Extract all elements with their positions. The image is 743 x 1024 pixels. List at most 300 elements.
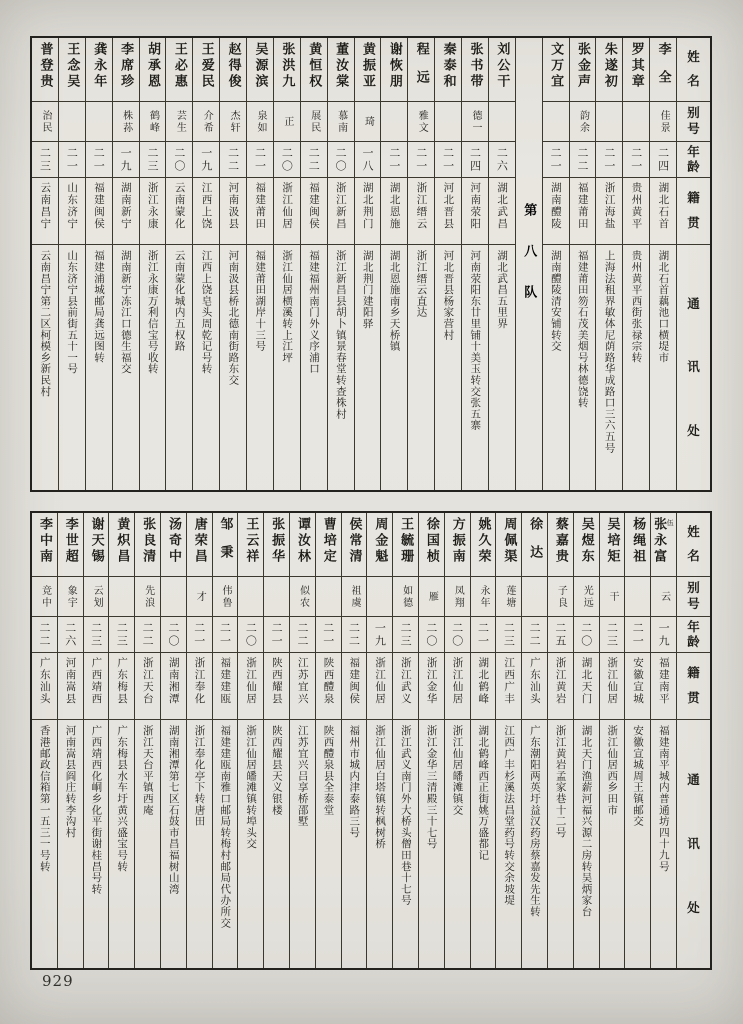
entry-native-place: 浙江仙居 — [281, 182, 294, 230]
entry-column — [595, 38, 622, 490]
entry-address-cell — [213, 720, 238, 968]
entry-native-place-cell — [548, 653, 573, 720]
entry-native-place-cell — [247, 178, 273, 245]
entry-alias-cell — [32, 102, 58, 142]
entry-age: 二三 — [399, 621, 413, 648]
entry-native-place-cell — [623, 178, 649, 245]
entry-name: 汤奇中 — [165, 517, 181, 565]
entry-address: 福州市城内津泰路三号 — [348, 725, 361, 838]
entry-native-place: 湖南湘潭 — [167, 657, 180, 705]
entry-native-place-cell — [496, 653, 521, 720]
entry-name-cell — [140, 38, 166, 102]
entry-native-place: 浙江金华 — [425, 657, 438, 705]
entry-age-cell — [290, 617, 315, 653]
entry-alias-cell — [135, 577, 160, 617]
entry-column — [624, 513, 650, 968]
entry-name-cell — [32, 513, 57, 577]
entry-name: 程远 — [413, 42, 429, 98]
entry-alias-cell — [625, 577, 650, 617]
entry-address: 湖南醴陵清安铺转交 — [549, 250, 562, 352]
entry-age-cell — [238, 617, 263, 653]
entry-column — [186, 513, 212, 968]
entry-name: 蔡嘉贵 — [552, 517, 568, 565]
entry-native-place: 福建建瓯 — [219, 657, 232, 705]
header-alias-label: 别 号 — [677, 577, 710, 617]
entry-column — [547, 513, 573, 968]
entry-native-place: 湖南新宁 — [119, 182, 132, 230]
entry-address-cell — [570, 245, 596, 490]
header-native-place-label: 籍 贯 — [677, 653, 710, 720]
entry-native-place: 湖北天门 — [580, 657, 593, 705]
entry-native-place: 安徽宣城 — [632, 657, 645, 705]
entry-alias: 雅文 — [416, 109, 428, 134]
entry-native-place-cell — [574, 653, 599, 720]
entry-name: 王念吴 — [64, 42, 80, 90]
entry-age-cell — [109, 617, 134, 653]
entry-age: 二一 — [602, 146, 616, 173]
entry-address-cell — [496, 720, 521, 968]
entry-alias-cell — [574, 577, 599, 617]
entry-name-cell — [625, 513, 650, 577]
entry-name: 李中南 — [36, 517, 52, 565]
entry-age-cell — [166, 142, 192, 178]
entry-native-place: 福建闽侯 — [307, 182, 320, 230]
entry-age-cell — [58, 617, 83, 653]
entry-age: 二二 — [226, 146, 240, 173]
entry-age: 二一 — [476, 621, 490, 648]
entry-column — [495, 513, 521, 968]
entry-name: 黄炽昌 — [114, 517, 130, 565]
entry-column — [521, 513, 547, 968]
header-address-label: 通 讯 处 — [687, 295, 700, 438]
entry-alias-cell — [600, 577, 625, 617]
entry-native-place: 江西广丰 — [503, 657, 516, 705]
entry-address-cell — [543, 245, 569, 490]
entry-address: 安徽宣城周王镇邮交 — [632, 725, 645, 827]
entry-age-cell — [140, 142, 166, 178]
entry-age: 一九 — [373, 621, 387, 648]
entry-alias-cell — [109, 577, 134, 617]
entry-name-cell — [393, 513, 418, 577]
entry-address: 陕西耀县天义银楼 — [270, 725, 283, 816]
entry-name-cell — [86, 38, 112, 102]
entry-name-cell — [419, 513, 444, 577]
entry-alias-cell — [161, 577, 186, 617]
entry-address-cell — [625, 720, 650, 968]
entry-age-cell — [522, 617, 547, 653]
entry-native-place: 湖南醴陵 — [549, 182, 562, 230]
entry-age-cell — [316, 617, 341, 653]
entry-alias: 云 — [658, 590, 670, 603]
entry-alias-cell — [393, 577, 418, 617]
entry-native-place: 湖北鹤峰 — [477, 657, 490, 705]
entry-alias-cell — [489, 102, 515, 142]
entry-address-cell — [290, 720, 315, 968]
entry-age: 一九 — [199, 146, 213, 173]
entry-name: 吴培矩 — [604, 517, 620, 565]
entry-alias-cell — [496, 577, 521, 617]
entry-alias-cell — [113, 102, 139, 142]
entry-name-cell — [462, 38, 488, 102]
entry-alias-cell — [596, 102, 622, 142]
entry-age: 二〇 — [244, 621, 258, 648]
entry-address-cell — [522, 720, 547, 968]
entry-name: 张洪九 — [279, 42, 295, 90]
entry-address-cell — [462, 245, 488, 490]
entry-column — [165, 38, 192, 490]
entry-age: 二二 — [347, 621, 361, 648]
entry-name-cell — [220, 38, 246, 102]
entry-address: 湖北天门渔薪河福兴源二房转吴炳家台 — [580, 725, 593, 918]
entry-name-cell — [238, 513, 263, 577]
entry-age: 二一 — [321, 621, 335, 648]
entry-age-cell — [213, 617, 238, 653]
entry-alias-cell — [58, 577, 83, 617]
entry-address: 香港邮政信箱第一五三一号转 — [38, 725, 51, 872]
entry-native-place-cell — [301, 178, 327, 245]
entry-native-place-cell — [462, 178, 488, 245]
entry-name: 张永富 — [651, 517, 667, 565]
entry-address: 福建建瓯南雅口邮局转梅村邮局代办所交 — [219, 725, 232, 929]
entry-native-place-cell — [166, 178, 192, 245]
entry-column — [32, 513, 57, 968]
entry-name: 罗其章 — [628, 42, 644, 90]
entry-address: 河南嵩县阎庄转李沟村 — [64, 725, 77, 838]
entry-age-cell — [625, 617, 650, 653]
squad-label: 第八队 — [521, 202, 537, 326]
entry-native-place: 广东汕头 — [528, 657, 541, 705]
entry-name: 王必惠 — [171, 42, 187, 90]
entry-address-cell — [140, 245, 166, 490]
entry-name: 唐荣昌 — [191, 517, 207, 565]
entry-native-place: 福建莆田 — [576, 182, 589, 230]
entry-age-cell — [651, 617, 676, 653]
entry-native-place: 河南汲县 — [227, 182, 240, 230]
entry-alias-cell — [471, 577, 496, 617]
entry-age: 二二 — [141, 621, 155, 648]
entry-age: 二六 — [495, 146, 509, 173]
entry-name: 王云祥 — [243, 517, 259, 565]
entry-alias: 杰轩 — [228, 109, 240, 134]
entry-native-place: 湖北石首 — [657, 182, 670, 230]
entry-age: 一九 — [657, 621, 671, 648]
entry-address-cell — [247, 245, 273, 490]
entry-alias-cell — [187, 577, 212, 617]
entry-native-place-cell — [408, 178, 434, 245]
entry-name: 秦泰和 — [440, 42, 456, 90]
entry-native-place: 浙江仙居 — [245, 657, 258, 705]
entry-age: 二四 — [656, 146, 670, 173]
entry-alias-cell — [32, 577, 57, 617]
entry-native-place: 福建莆田 — [254, 182, 267, 230]
entry-age-cell — [574, 617, 599, 653]
entry-column — [139, 38, 166, 490]
entry-native-place: 湖北荆门 — [361, 182, 374, 230]
entry-native-place: 广东汕头 — [38, 657, 51, 705]
entry-name: 王爱民 — [198, 42, 214, 90]
entry-native-place-cell — [264, 653, 289, 720]
entry-native-place-cell — [489, 178, 515, 245]
entry-age: 二〇 — [450, 621, 464, 648]
entry-address: 广西靖西化峒乡化平街谢桂昌号转 — [90, 725, 103, 895]
entry-address: 湖南新宁冻江口德生福交 — [119, 250, 132, 375]
squad-separator-column — [515, 38, 542, 490]
entry-address-cell — [32, 720, 57, 968]
entry-name-cell — [408, 38, 434, 102]
entry-column — [108, 513, 134, 968]
entry-address: 浙江奉化亭下转唐田 — [193, 725, 206, 827]
entry-alias-cell — [445, 577, 470, 617]
entry-address: 浙江仙居横溪转上江坪 — [281, 250, 294, 363]
entry-address: 福建浦城邮局龚远图转 — [92, 250, 105, 363]
entry-alias-cell — [381, 102, 407, 142]
entry-age: 二二 — [528, 621, 542, 648]
entry-age-cell — [32, 617, 57, 653]
entry-name: 姚久荣 — [475, 517, 491, 565]
entry-name: 张振华 — [269, 517, 285, 565]
entry-column — [58, 38, 85, 490]
entry-address-cell — [59, 245, 85, 490]
header-address-label: 通 讯 处 — [687, 771, 700, 915]
entry-native-place-cell — [84, 653, 109, 720]
entry-age: 二〇 — [334, 146, 348, 173]
entry-name: 董汝棠 — [333, 42, 349, 90]
entry-address: 福建莆田笏石茂美烟号林德饶转 — [576, 250, 589, 409]
entry-address: 贵州黄平西街张禄宗转 — [630, 250, 643, 363]
entry-native-place-cell — [238, 653, 263, 720]
entry-address: 浙江金华三清殿三十七号 — [425, 725, 438, 850]
register-table-top — [30, 36, 712, 492]
entry-address: 江西上饶皂头周乾记号转 — [200, 250, 213, 375]
entry-alias-cell — [316, 577, 341, 617]
entry-age: 二〇 — [424, 621, 438, 648]
entry-address-cell — [489, 245, 515, 490]
entry-alias-cell — [328, 102, 354, 142]
entry-name: 张金声 — [574, 42, 590, 90]
entry-name-cell — [135, 513, 160, 577]
entry-age-cell — [247, 142, 273, 178]
entry-column — [219, 38, 246, 490]
entry-column — [569, 38, 596, 490]
entry-age: 二一 — [387, 146, 401, 173]
entry-native-place: 陕西耀县 — [270, 657, 283, 705]
entry-age: 二〇 — [166, 621, 180, 648]
entry-address: 福建福州南门外义序浦口 — [307, 250, 320, 375]
entry-age: 二二 — [37, 621, 51, 648]
entry-alias-cell — [274, 102, 300, 142]
entry-age-cell — [471, 617, 496, 653]
entry-age-cell — [193, 142, 219, 178]
entry-native-place-cell — [596, 178, 622, 245]
entry-name-cell — [574, 513, 599, 577]
entry-address: 云南蒙化城内五权路 — [173, 250, 186, 352]
entry-name-cell — [32, 38, 58, 102]
entry-name-cell — [247, 38, 273, 102]
entry-name: 李世超 — [62, 517, 78, 565]
entry-address-cell — [596, 245, 622, 490]
entry-name: 赵得俊 — [225, 42, 241, 90]
entry-age: 二一 — [92, 146, 106, 173]
entry-address-cell — [574, 720, 599, 968]
entry-age: 二〇 — [579, 621, 593, 648]
entry-column — [160, 513, 186, 968]
entry-native-place: 浙江仙居 — [451, 657, 464, 705]
entry-native-place: 陕西醴泉 — [322, 657, 335, 705]
entry-age-cell — [161, 617, 186, 653]
entry-age-cell — [274, 142, 300, 178]
entry-alias-cell — [264, 577, 289, 617]
entry-age-cell — [489, 142, 515, 178]
entry-column — [341, 513, 367, 968]
entry-age: 二二 — [575, 146, 589, 173]
entry-alias: 韵余 — [577, 109, 589, 134]
entry-age: 二三 — [115, 621, 129, 648]
entry-name-note: 伍 — [666, 519, 675, 526]
entry-name-cell — [548, 513, 573, 577]
entry-name-cell — [59, 38, 85, 102]
entry-name-cell — [570, 38, 596, 102]
entry-address-cell — [623, 245, 649, 490]
entry-age: 二三 — [145, 146, 159, 173]
entry-native-place-cell — [355, 178, 381, 245]
entry-age: 一八 — [360, 146, 374, 173]
entry-native-place: 贵州黄平 — [630, 182, 643, 230]
entry-age-cell — [623, 142, 649, 178]
entry-address: 河北晋县杨家营村 — [442, 250, 455, 341]
entry-native-place-cell — [342, 653, 367, 720]
entry-column — [300, 38, 327, 490]
entry-age: 二一 — [218, 621, 232, 648]
entry-column — [327, 38, 354, 490]
register-table-bottom — [30, 511, 712, 970]
entry-age: 二〇 — [280, 146, 294, 173]
entry-native-place: 江西上饶 — [200, 182, 213, 230]
entry-age: 二一 — [441, 146, 455, 173]
entry-address-cell — [264, 720, 289, 968]
entry-address-cell — [161, 720, 186, 968]
entry-column — [488, 38, 515, 490]
entry-address-cell — [471, 720, 496, 968]
entry-name-cell — [290, 513, 315, 577]
entry-name: 徐国桢 — [423, 517, 439, 565]
entry-name-cell — [166, 38, 192, 102]
entry-alias-cell — [342, 577, 367, 617]
entry-age: 二三 — [89, 621, 103, 648]
entry-name-cell — [113, 38, 139, 102]
entry-alias: 株荪 — [120, 109, 132, 134]
entry-name: 李席珍 — [118, 42, 134, 90]
entry-native-place-cell — [367, 653, 392, 720]
entry-name-cell — [328, 38, 354, 102]
entry-column — [650, 513, 676, 968]
entry-native-place: 河南荥阳 — [469, 182, 482, 230]
entry-age: 二一 — [270, 621, 284, 648]
entry-column — [444, 513, 470, 968]
entry-alias: 凤翔 — [452, 584, 464, 609]
entry-age-cell — [419, 617, 444, 653]
entry-column — [366, 513, 392, 968]
entry-column — [380, 38, 407, 490]
entry-address: 广东潮阳两英圩益汉药房蔡嘉发先生转 — [528, 725, 541, 918]
entry-native-place-cell — [58, 653, 83, 720]
entry-age-cell — [543, 142, 569, 178]
entry-name: 刘公干 — [494, 42, 510, 90]
entry-alias: 雁 — [426, 590, 438, 603]
entry-age: 二三 — [502, 621, 516, 648]
entry-name-cell — [187, 513, 212, 577]
entry-native-place-cell — [220, 178, 246, 245]
entry-alias-cell — [408, 102, 434, 142]
entry-alias: 云划 — [91, 584, 103, 609]
entry-address-cell — [193, 245, 219, 490]
entry-native-place: 浙江海盐 — [603, 182, 616, 230]
entry-name-cell — [355, 38, 381, 102]
entry-name-cell — [367, 513, 392, 577]
entry-address-cell — [393, 720, 418, 968]
entry-alias: 象宇 — [65, 584, 77, 609]
entry-name: 张书带 — [467, 42, 483, 90]
entry-native-place-cell — [187, 653, 212, 720]
entry-native-place-cell — [316, 653, 341, 720]
entry-address-cell — [187, 720, 212, 968]
entry-native-place-cell — [651, 653, 676, 720]
entry-column — [649, 38, 676, 490]
entry-name-cell — [301, 38, 327, 102]
entry-column — [246, 38, 273, 490]
entry-native-place: 浙江奉化 — [193, 657, 206, 705]
entry-age-cell — [355, 142, 381, 178]
entry-age-cell — [113, 142, 139, 178]
entry-alias-cell — [355, 102, 381, 142]
header-column — [676, 38, 710, 490]
entry-name: 李全 — [655, 42, 671, 98]
entry-native-place-cell — [445, 653, 470, 720]
entry-age-cell — [187, 617, 212, 653]
entry-alias: 光远 — [581, 584, 593, 609]
entry-alias-cell — [419, 577, 444, 617]
entry-name: 普登贵 — [37, 42, 53, 90]
entry-name-cell — [58, 513, 83, 577]
entry-native-place-cell — [32, 178, 58, 245]
entry-name-cell — [471, 513, 496, 577]
entry-alias-cell — [367, 577, 392, 617]
entry-alias-cell — [290, 577, 315, 617]
entry-name: 文万宜 — [548, 42, 564, 90]
header-column — [676, 513, 710, 968]
entry-address-cell — [58, 720, 83, 968]
entry-name-cell — [435, 38, 461, 102]
entry-alias-cell — [59, 102, 85, 142]
entry-address: 湖北恩施南乡天桥镇 — [388, 250, 401, 352]
entry-age: 二三 — [38, 146, 52, 173]
entry-alias-cell — [301, 102, 327, 142]
entry-alias-cell — [548, 577, 573, 617]
entry-column — [573, 513, 599, 968]
entry-age-cell — [381, 142, 407, 178]
entry-age-cell — [650, 142, 676, 178]
entry-age: 一九 — [119, 146, 133, 173]
entry-address-cell — [32, 245, 58, 490]
entry-native-place: 山东济宁 — [66, 182, 79, 230]
entry-column — [57, 513, 83, 968]
entry-native-place-cell — [32, 653, 57, 720]
entry-address: 浙江仙居皤滩镇交 — [451, 725, 464, 816]
entry-address-cell — [342, 720, 367, 968]
entry-name: 周佩渠 — [501, 517, 517, 565]
entry-address-cell — [135, 720, 160, 968]
entry-native-place-cell — [522, 653, 547, 720]
entry-age: 二一 — [549, 146, 563, 173]
